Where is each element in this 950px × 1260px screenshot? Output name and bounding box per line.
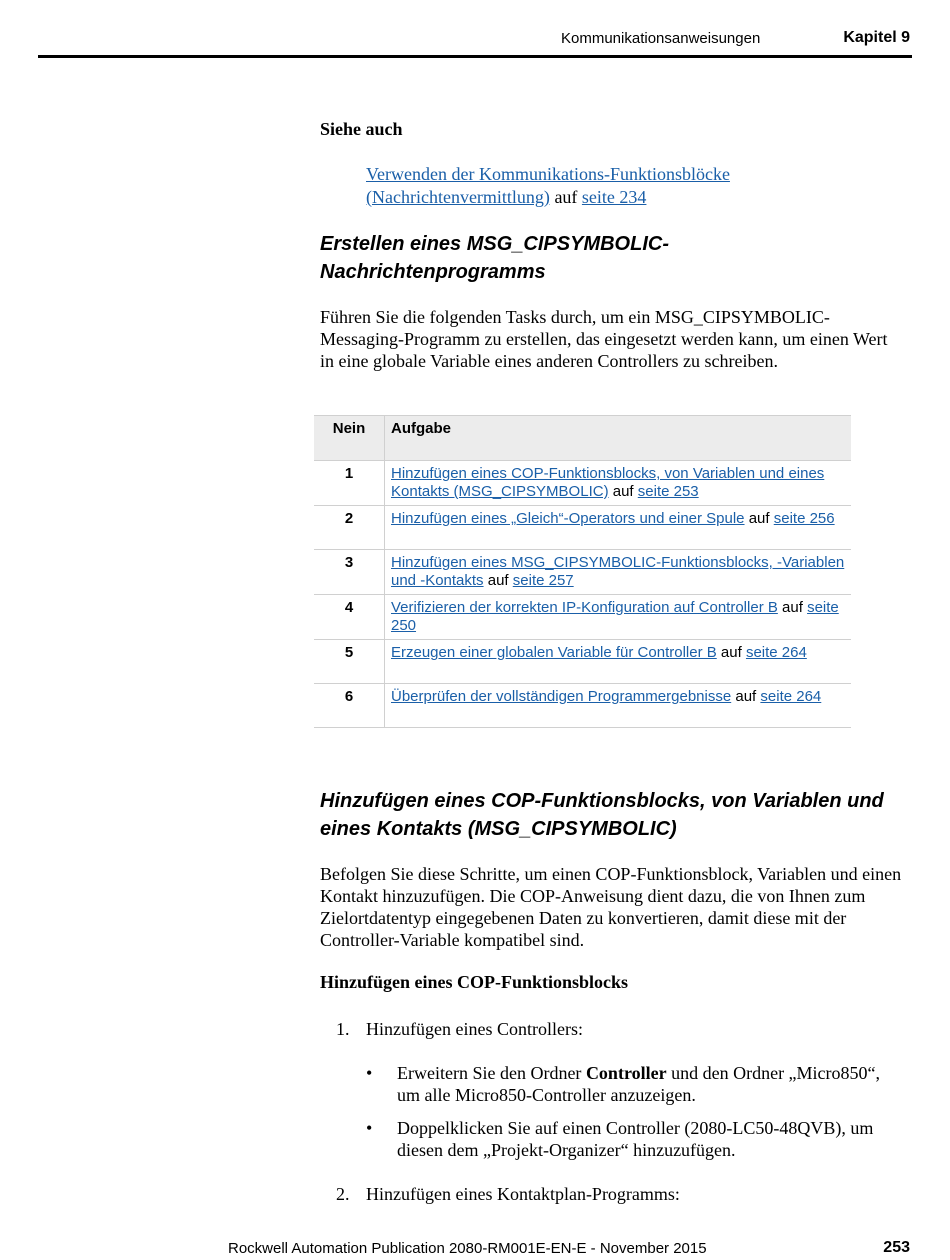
task-connector: auf bbox=[735, 688, 757, 705]
step-number: 2. bbox=[336, 1184, 350, 1204]
add-cop-intro-paragraph: Befolgen Sie diese Schritte, um einen COP-Funktionsblock, Variablen und einen Kontakt hinzuzufügen. Die COP-Anweisung dient dazu, die von Ihnen zum Zielortdatentyp eingegebenen Daten zu konvertieren, damit diese mit der Controller-Variable kompatibel sind. bbox=[320, 864, 902, 950]
bullet-text-part: Erweitern Sie den Ordner bbox=[397, 1063, 586, 1083]
table-row bbox=[314, 684, 851, 728]
bullet-text-bold: Controller bbox=[585, 1063, 667, 1083]
row-number: 6 bbox=[314, 684, 385, 728]
step-text: Hinzufügen eines Controllers: bbox=[366, 1019, 583, 1039]
bullet-text bbox=[397, 1062, 906, 1106]
step-number: 1. bbox=[336, 1019, 350, 1039]
table-row bbox=[314, 506, 851, 550]
see-also-link[interactable]: Verwenden der Kommunikations-Funktionsblöcke (Nachrichtenvermittlung) bbox=[366, 164, 730, 207]
task-page-link[interactable]: seite 264 bbox=[745, 644, 807, 661]
task-connector: auf bbox=[748, 510, 770, 527]
see-also-page-link[interactable]: seite 234 bbox=[581, 187, 647, 207]
footer-publication: Rockwell Automation Publication 2080-RM001E-EN-E - November 2015 bbox=[228, 1240, 707, 1257]
list-item bbox=[366, 1062, 906, 1106]
bullet-marker: • bbox=[366, 1063, 373, 1083]
row-task bbox=[385, 595, 852, 640]
task-page-link[interactable]: seite 257 bbox=[512, 572, 574, 589]
row-number: 3 bbox=[314, 550, 385, 595]
task-page-link[interactable]: seite 256 bbox=[773, 510, 835, 527]
task-page-link[interactable]: seite 253 bbox=[637, 483, 699, 500]
section-heading-create: Erstellen eines MSG_CIPSYMBOLIC-Nachrichtenprogramms bbox=[320, 233, 669, 283]
create-intro-paragraph: Führen Sie die folgenden Tasks durch, um ein MSG_CIPSYMBOLIC-Messaging-Programm zu erstellen, das eingesetzt werden kann, um einen Wert in eine globale Variable eines anderen Controllers zu schreiben. bbox=[320, 307, 888, 371]
task-page-link[interactable]: seite 250 bbox=[391, 599, 839, 634]
table-row bbox=[314, 550, 851, 595]
table-row bbox=[314, 595, 851, 640]
task-link[interactable]: Hinzufügen eines COP-Funktionsblocks, von Variablen und eines Kontakts (MSG_CIPSYMBOLIC) bbox=[391, 465, 825, 500]
footer-page-number: 253 bbox=[883, 1239, 910, 1256]
bullet-text: Doppelklicken Sie auf einen Controller (2080-LC50-48QVB), um diesen dem „Projekt-Organizer“ hinzuzufügen. bbox=[397, 1118, 874, 1160]
header-rule bbox=[38, 55, 912, 58]
running-header-section: Kommunikationsanweisungen bbox=[561, 30, 761, 47]
bullet-text-part: und den Ordner „Micro850“, um alle Micro850-Controller anzuzeigen. bbox=[397, 1063, 881, 1105]
see-also-title: Siehe auch bbox=[320, 119, 403, 139]
see-also-connector: auf bbox=[554, 187, 578, 207]
see-also-reference bbox=[366, 163, 786, 209]
column-header-number: Nein bbox=[314, 416, 385, 461]
task-connector: auf bbox=[782, 599, 803, 616]
table-header-row bbox=[314, 416, 851, 461]
task-connector: auf bbox=[720, 644, 742, 661]
row-task bbox=[385, 506, 852, 550]
subheading-add-cop-block: Hinzufügen eines COP-Funktionsblocks bbox=[320, 972, 629, 992]
task-link[interactable]: Erzeugen einer globalen Variable für Controller B bbox=[391, 644, 717, 661]
row-number: 4 bbox=[314, 595, 385, 640]
section-heading-add-cop: Hinzufügen eines COP-Funktionsblocks, von Variablen und eines Kontakts (MSG_CIPSYMBOLIC) bbox=[320, 790, 884, 840]
table-row bbox=[314, 640, 851, 684]
task-connector: auf bbox=[612, 483, 634, 500]
tasks-table bbox=[314, 415, 851, 728]
row-number: 1 bbox=[314, 461, 385, 506]
row-task bbox=[385, 550, 852, 595]
task-link[interactable]: Hinzufügen eines „Gleich“-Operators und einer Spule bbox=[391, 510, 745, 527]
row-task bbox=[385, 640, 852, 684]
step-text: Hinzufügen eines Kontaktplan-Programms: bbox=[366, 1184, 680, 1204]
task-connector: auf bbox=[487, 572, 509, 589]
step-2 bbox=[336, 1183, 896, 1205]
task-link[interactable]: Verifizieren der korrekten IP-Konfiguration auf Controller B bbox=[391, 599, 778, 616]
table-row bbox=[314, 461, 851, 506]
list-item bbox=[366, 1117, 906, 1161]
row-number: 5 bbox=[314, 640, 385, 684]
row-number: 2 bbox=[314, 506, 385, 550]
row-task bbox=[385, 461, 852, 506]
bullet-marker: • bbox=[366, 1118, 373, 1138]
running-header-chapter: Kapitel 9 bbox=[843, 29, 910, 46]
column-header-task: Aufgabe bbox=[385, 416, 852, 461]
task-link[interactable]: Überprüfen der vollständigen Programmergebnisse bbox=[391, 688, 732, 705]
row-task bbox=[385, 684, 852, 728]
task-page-link[interactable]: seite 264 bbox=[760, 688, 822, 705]
task-link[interactable]: Hinzufügen eines MSG_CIPSYMBOLIC-Funktionsblocks, -Variablen und -Kontakts bbox=[391, 554, 845, 589]
step-1 bbox=[336, 1018, 896, 1040]
